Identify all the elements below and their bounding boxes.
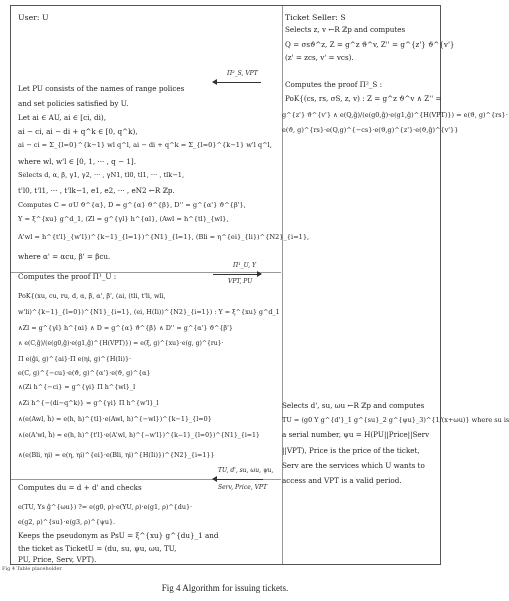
user-line: Let ai ∈ AU, ai ∈ [ci, di), (18, 113, 106, 122)
user-line: Computes C = σU ϑ^{α}, D = g^{α} ϑ^{β}, D'' = g^{α'} ϑ^{β'}, (18, 201, 246, 209)
user-line: Keeps the pseudonym as PsU = ξ^{xu} g^{du}_1 and (18, 531, 219, 540)
footer-note: Fig 4 Table placeholder (2, 566, 62, 572)
user-line: ∧(e(Awl, ĥ) = e(h, h)^{tl}·e(Awl, h)^{−wl})^{k−1}_{l=0} (18, 415, 212, 423)
user-line: Π e(ĝi, g)^{ai}·Π e(ηi, g)^{H(Ii)}· (18, 355, 132, 363)
seller-line: Q = σsϑ^z, Z = g^z ϑ^v, Z'' = g^{z'} ϑ^{v'} (285, 40, 455, 49)
user-line: where α' = αcu, β' = βcu. (18, 252, 111, 261)
seller-line: TU = (g0 Y g^{d'}_1 g^{su}_2 g^{ψu}_3)^{1/(x+ωu)} where su is (282, 416, 509, 424)
user-line: and set policies satisfied by U. (18, 99, 129, 108)
user-line: ai − ci, ai − di + q^k ∈ [0, q^k), (18, 127, 138, 136)
seller-line: PoK{(cs, rs, σS, z, v) : Z = g^z ϑ^v ∧ Z'' = (285, 94, 442, 103)
seller-line: a serial number, ψu = H(PU||Price||Serv (282, 430, 430, 439)
user-header: User: U (18, 13, 49, 22)
user-line: ai − ci = Σ_{l=0}^{k−1} wl q^l, ai − di + q^k = Σ_{l=0}^{k−1} w'l q^l, (18, 141, 272, 149)
message-arrow-left (213, 479, 263, 480)
user-line: Let PU consists of the names of range polices (18, 84, 185, 93)
user-line: w'li)^{k−1}_{l=0})^{N1}_{i=1}, (ei, H(Ii))^{N2}_{i=1}) : Y = ξ^{xu} g^d_1 (18, 308, 280, 316)
user-line: e(g2, ρ)^{su}·e(g3, ρ)^{ψu}. (18, 518, 116, 526)
user-line: t'l0, t'l1, ··· , t'lk−1, e1, e2, ··· , eN2 ←R ℤp. (18, 186, 175, 195)
message-label: Serv, Price, VPT (218, 484, 267, 491)
message-label: Π¹_U, Y (233, 262, 256, 269)
user-line: where wl, w'l ∈ [0, 1, ··· , q − 1]. (18, 157, 136, 166)
figure-caption: Fig 4 Algorithm for issuing tickets. (161, 583, 289, 593)
message-arrow-right (213, 274, 261, 275)
user-line: ∧ e(C,ĝ)/(e(g0,ĝ)·e(g1,ĝ)^{H(VPT)}) = e(ξ, g)^{xu}·e(g, g)^{ru}· (18, 340, 224, 347)
user-line: PoK{(xu, cu, ru, d, α, β, α', β', (ai, (tli, t'li, wli, (18, 292, 166, 300)
user-line: the ticket as TicketU = (du, su, ψu, ωu, TU, (18, 544, 177, 553)
message-label: VPT, PU (228, 278, 253, 285)
user-line: PU, Price, Serv, VPT). (18, 555, 97, 564)
seller-line: e(ϑ, g)^{rs}·e(Q,g)^{−cs}·e(ϑ,g)^{z'}·e(ϑ,ĝ)^{v'}} (282, 126, 459, 134)
user-line: Y = ξ^{xu} g^d_1, (Zl = g^{γl} h^{αl}, (Awl = h^{tl}_{wl}, (18, 215, 229, 223)
message-arrow-left (213, 82, 261, 83)
seller-line: (z' = zcs, v' = vcs). (285, 53, 354, 62)
user-line: e(TU, Ys ĝ^{ωu}) ?= e(g0, ρ)·e(YU, ρ)·e(g1, ρ)^{du}· (18, 503, 193, 511)
seller-line: Computes the proof Π²_S : (285, 80, 383, 89)
seller-header: Ticket Seller: S (285, 13, 346, 22)
seller-line: Serv are the services which U wants to (282, 461, 425, 470)
user-line: ∧(e(Bli, ηi) = e(η, ηi)^{ei}·e(Bli, ηi)^{H(Ii)})^{N2}_{i=1}} (18, 451, 215, 459)
user-line: ∧Zl = g^{γl} h^{αi} ∧ D = g^{α} ϑ^{β} ∧ D'' = g^{α'} ϑ^{β'} (18, 324, 233, 332)
user-line: Computes du = d + d' and checks (18, 483, 142, 492)
user-line: e(C, g)^{−cu}·e(ϑ, g)^{α'}·e(ϑ, g)^{α} (18, 369, 151, 377)
user-line: ∧(e(A'wl, ĥ) = e(h, h)^{t'l}·e(A'wl, h)^{−w'l})^{k−1}_{l=0})^{N1}_{i=1} (18, 432, 260, 439)
message-label: Π²_S, VPT (227, 70, 258, 77)
seller-line: access and VPT is a valid period. (282, 476, 402, 485)
user-line: A'wl = h^{t'l}_{w'l})^{k−1}_{l=1})^{N1}_{l=1}, (Bli = η^{ei}_{li})^{N2}_{i=1}, (18, 233, 310, 241)
user-line: Computes the proof Π¹_U : (18, 272, 117, 281)
user-line: ∧(Zi h^{−ci} = g^{γi} Π h^{wl}_l (18, 383, 136, 391)
user-line: ∧Zi h^{−(di−q^k)} = g^{γi} Π h^{w'l}_l (18, 399, 159, 407)
seller-line: Selects z, v ←R ℤp and computes (285, 25, 406, 34)
seller-line: g^{z'} ϑ^{v'} ∧ e(Q,ĝ)/(e(g0,ĝ)·e(g1,ĝ)^{H(VPT)}) = e(ϑ, g)^{rs}· (282, 111, 508, 119)
message-label: TU, d', su, ωu, ψu, (218, 467, 274, 474)
seller-line: Selects d', su, ωu ←R ℤp and computes (282, 401, 425, 410)
user-line: Selects d, α, β, γ1, γ2, ··· , γN1, tl0, tl1, ··· , tlk−1, (18, 171, 185, 179)
seller-line: ||VPT), Price is the price of the ticket, (282, 446, 420, 455)
